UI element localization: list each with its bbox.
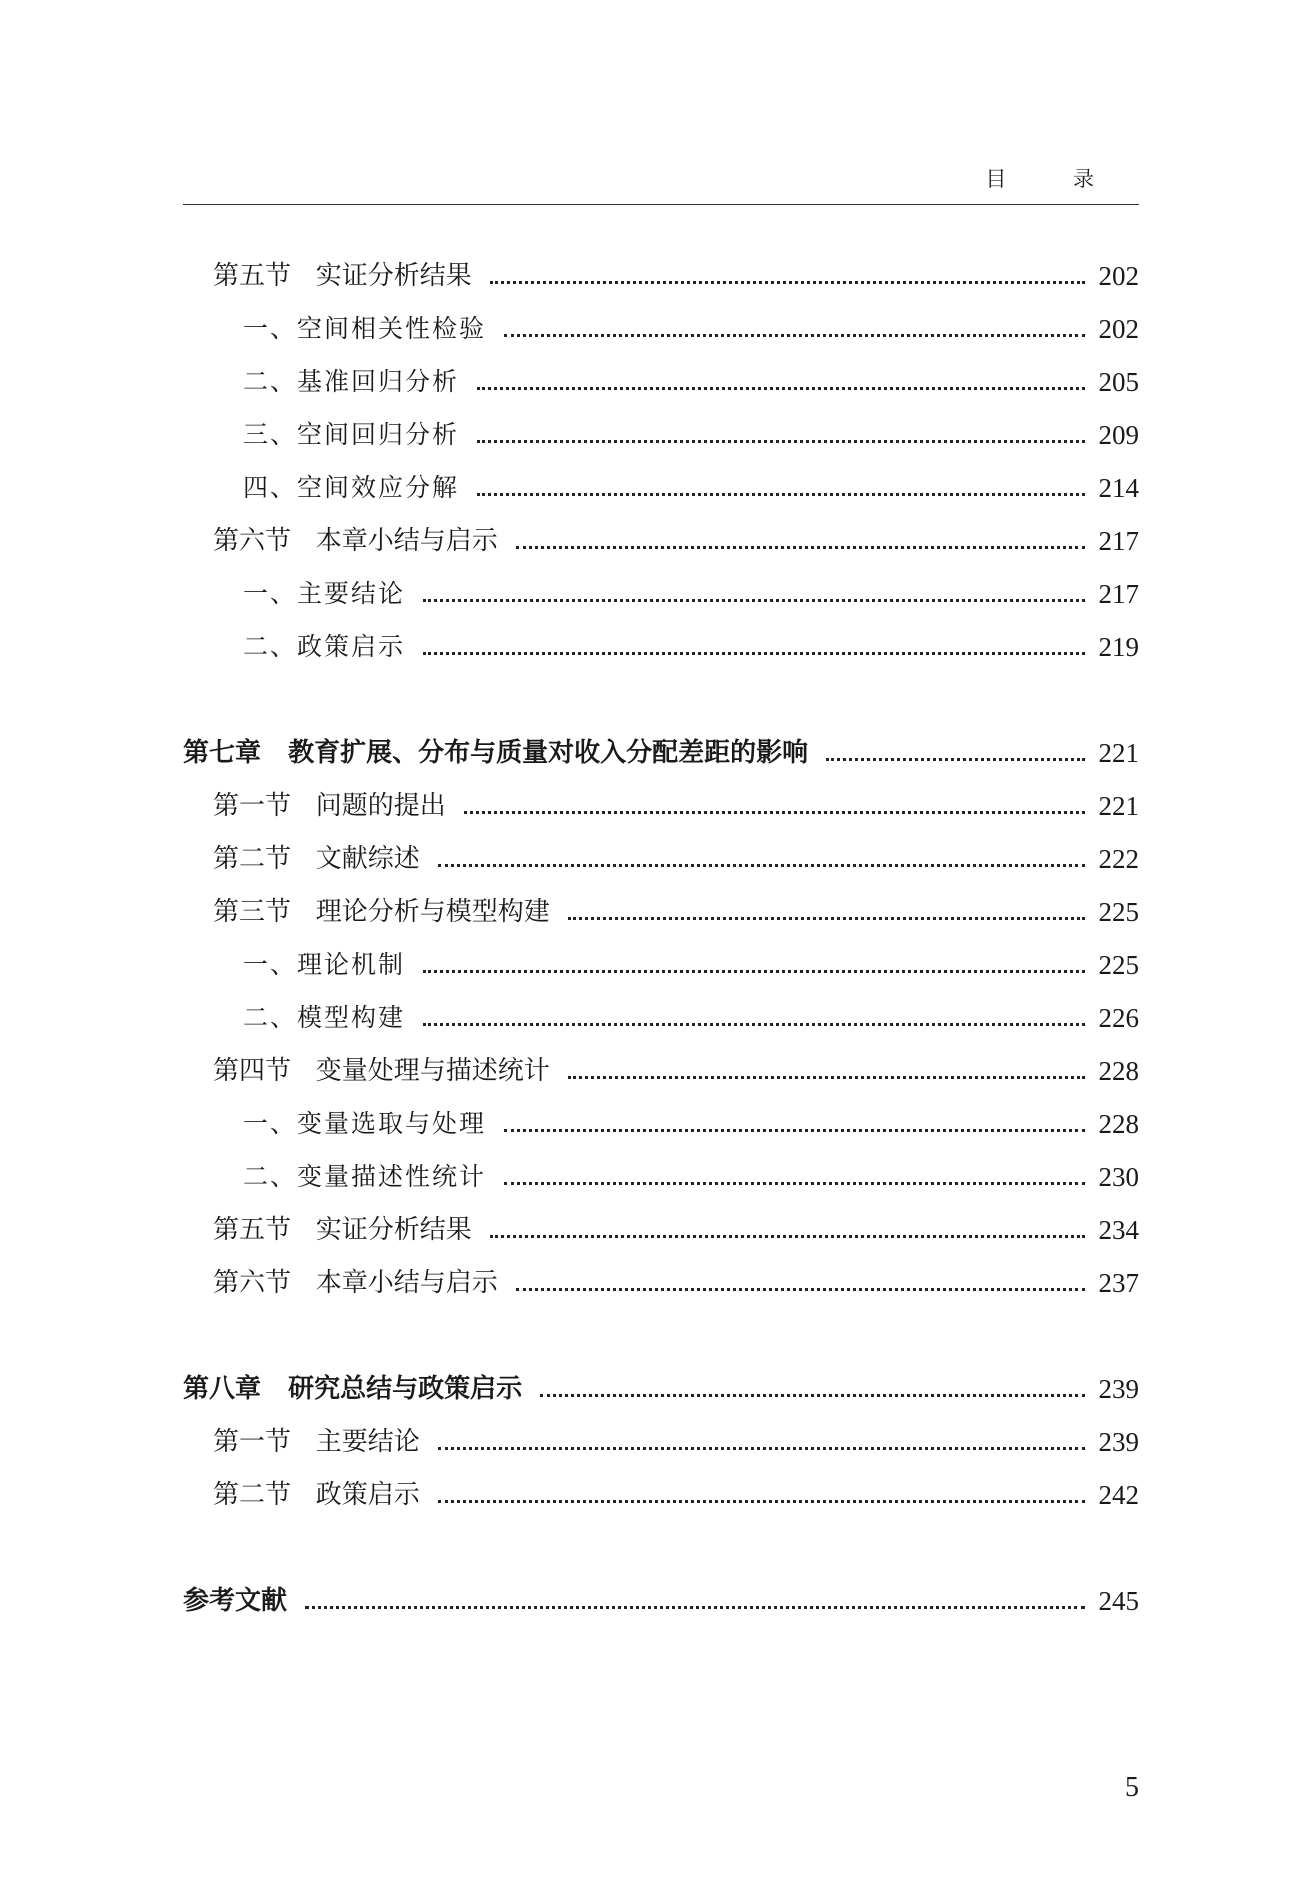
toc-entry-page: 217	[1098, 526, 1139, 556]
toc-dot-leader	[423, 1023, 1085, 1026]
toc-entry[interactable]	[183, 256, 1139, 296]
toc-entry[interactable]	[183, 415, 1139, 455]
toc-entry-page: 237	[1098, 1268, 1139, 1298]
toc-dot-leader	[504, 1182, 1085, 1185]
toc-entry-label: 一、空间相关性检验	[243, 314, 487, 343]
toc-entry-page: 202	[1098, 314, 1139, 344]
page-number: 5	[1125, 1772, 1139, 1803]
toc-dot-leader	[490, 281, 1085, 284]
toc-entry-label: 二、基准回归分析	[243, 367, 460, 396]
toc-entry-page: 242	[1098, 1480, 1139, 1510]
toc-entry-page: 217	[1098, 579, 1139, 609]
toc-dot-leader	[516, 1288, 1085, 1291]
toc-entry[interactable]	[183, 1422, 1139, 1462]
toc-entry[interactable]	[183, 468, 1139, 508]
toc-dot-leader	[826, 758, 1085, 761]
toc-entry-label: 第四节 变量处理与描述统计	[213, 1056, 550, 1086]
toc-entry[interactable]	[183, 892, 1139, 932]
toc-entry-label: 第二节 政策启示	[213, 1480, 420, 1510]
toc-entry-label: 一、变量选取与处理	[243, 1109, 487, 1138]
toc-entry-page: 219	[1098, 632, 1139, 662]
toc-dot-leader	[464, 811, 1085, 814]
toc-entry[interactable]	[183, 1581, 1139, 1621]
running-header-title: 目 录	[985, 167, 1124, 191]
toc-entry-label: 第六节 本章小结与启示	[213, 526, 498, 556]
toc-dot-leader	[490, 1235, 1085, 1238]
toc-entry[interactable]	[183, 1263, 1139, 1303]
toc-entry-page: 239	[1098, 1374, 1139, 1404]
toc-dot-leader	[438, 864, 1085, 867]
toc-entry[interactable]	[183, 945, 1139, 985]
toc-dot-leader	[423, 652, 1085, 655]
toc-dot-leader	[477, 493, 1085, 496]
toc-entry-label: 一、理论机制	[243, 950, 406, 979]
toc-entry-label: 第一节 主要结论	[213, 1427, 420, 1457]
toc-entry[interactable]	[183, 521, 1139, 561]
toc-entry-page: 222	[1098, 844, 1139, 874]
toc-entry-page: 228	[1098, 1056, 1139, 1086]
toc-dot-leader	[438, 1500, 1085, 1503]
toc-entry-label: 四、空间效应分解	[243, 473, 460, 502]
toc-entry[interactable]	[183, 362, 1139, 402]
toc-dot-leader	[423, 970, 1085, 973]
toc-entry-label: 第五节 实证分析结果	[213, 1215, 472, 1245]
table-of-contents	[183, 0, 1139, 1890]
toc-entry[interactable]	[183, 627, 1139, 667]
toc-entry-label: 第二节 文献综述	[213, 844, 420, 874]
toc-entry-label: 二、模型构建	[243, 1003, 406, 1032]
toc-entry-label: 二、政策启示	[243, 632, 406, 661]
toc-entry-page: 234	[1098, 1215, 1139, 1245]
toc-entry-page: 239	[1098, 1427, 1139, 1457]
toc-entry-label: 二、变量描述性统计	[243, 1162, 487, 1191]
toc-entry[interactable]	[183, 786, 1139, 826]
toc-entry[interactable]	[183, 574, 1139, 614]
toc-entry[interactable]	[183, 1475, 1139, 1515]
toc-dot-leader	[504, 1129, 1085, 1132]
toc-dot-leader	[438, 1447, 1085, 1450]
toc-entry-page: 221	[1098, 791, 1139, 821]
toc-entry[interactable]	[183, 998, 1139, 1038]
toc-entry-label: 第五节 实证分析结果	[213, 261, 472, 291]
toc-dot-leader	[568, 1076, 1085, 1079]
toc-entry-page: 221	[1098, 738, 1139, 768]
toc-entry-page: 209	[1098, 420, 1139, 450]
toc-dot-leader	[477, 387, 1085, 390]
toc-dot-leader	[540, 1394, 1085, 1397]
toc-dot-leader	[516, 546, 1085, 549]
toc-entry-label: 第三节 理论分析与模型构建	[213, 897, 550, 927]
toc-dot-leader	[305, 1606, 1085, 1609]
toc-entry[interactable]	[183, 1051, 1139, 1091]
toc-entry[interactable]	[183, 1369, 1139, 1409]
toc-entry-label: 第七章 教育扩展、分布与质量对收入分配差距的影响	[183, 738, 809, 768]
toc-entry[interactable]	[183, 1104, 1139, 1144]
toc-entry-page: 245	[1098, 1586, 1139, 1616]
toc-entry[interactable]	[183, 1210, 1139, 1250]
toc-entry-label: 参考文献	[183, 1586, 288, 1616]
toc-dot-leader	[423, 599, 1085, 602]
toc-entry[interactable]	[183, 839, 1139, 879]
toc-dot-leader	[477, 440, 1085, 443]
toc-entry[interactable]	[183, 733, 1139, 773]
toc-entry-label: 一、主要结论	[243, 579, 406, 608]
toc-entry-page: 226	[1098, 1003, 1139, 1033]
toc-entry-page: 230	[1098, 1162, 1139, 1192]
toc-entry-page: 228	[1098, 1109, 1139, 1139]
toc-entry-page: 205	[1098, 367, 1139, 397]
toc-entry-label: 第一节 问题的提出	[213, 791, 446, 821]
toc-entry-label: 第八章 研究总结与政策启示	[183, 1374, 523, 1404]
toc-entry-page: 214	[1098, 473, 1139, 503]
toc-entry-page: 225	[1098, 897, 1139, 927]
toc-entry[interactable]	[183, 309, 1139, 349]
toc-entry-label: 三、空间回归分析	[243, 420, 460, 449]
toc-entry-label: 第六节 本章小结与启示	[213, 1268, 498, 1298]
toc-entry-page: 225	[1098, 950, 1139, 980]
toc-dot-leader	[568, 917, 1085, 920]
toc-entry-page: 202	[1098, 261, 1139, 291]
toc-entry[interactable]	[183, 1157, 1139, 1197]
toc-dot-leader	[504, 334, 1085, 337]
